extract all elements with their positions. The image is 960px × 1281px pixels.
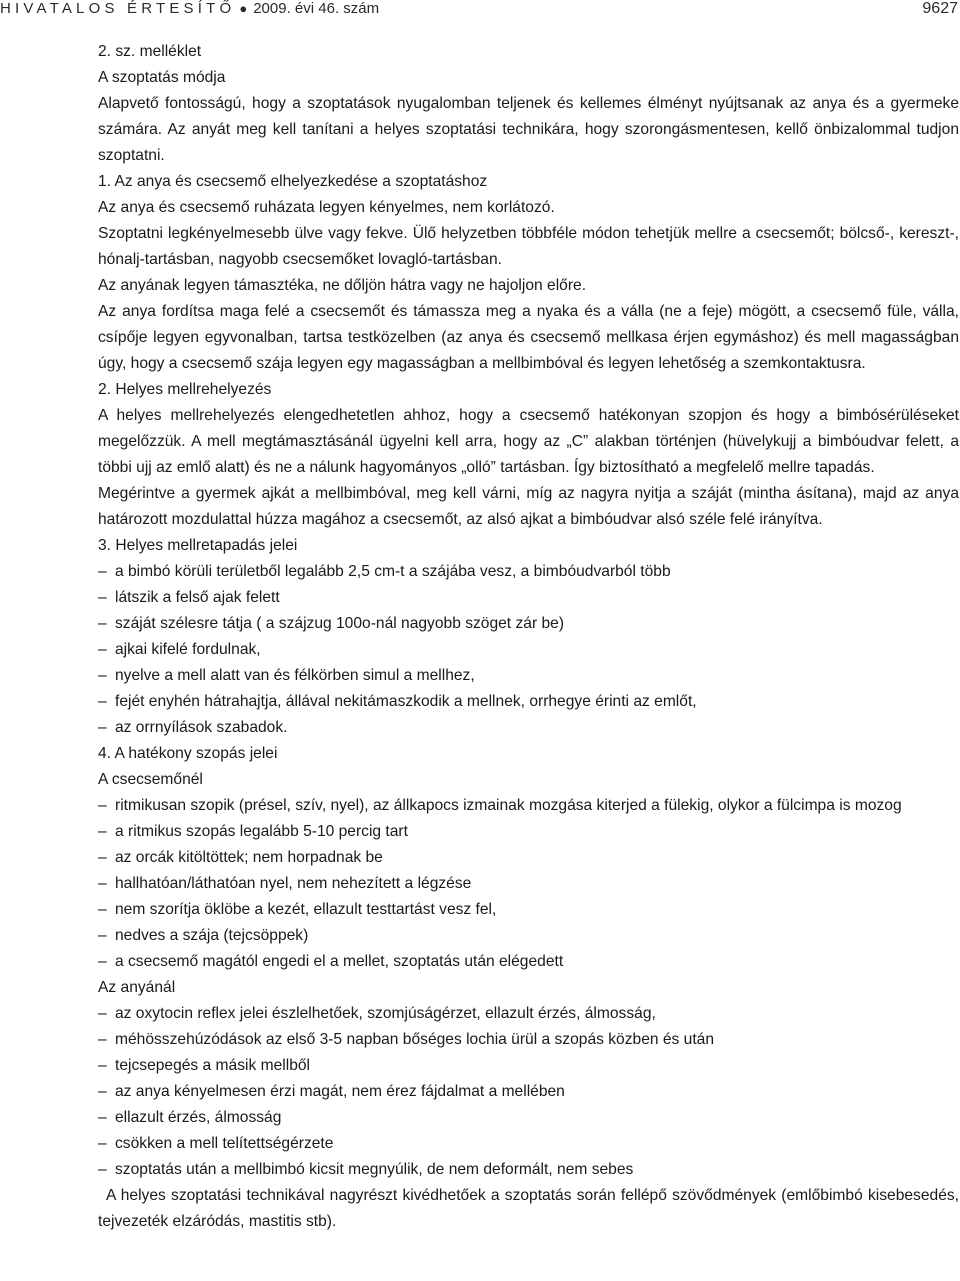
annex-label: 2. sz. melléklet	[98, 43, 202, 60]
latch-signs-list	[98, 559, 959, 741]
issue-label: 2009. évi 46. szám	[253, 0, 380, 17]
intro-paragraph: Alapvető fontosságú, hogy a szoptatások nyugalomban teljenek és kellemes élményt nyújtsanak az anya és a gyermeke számára. Az anyát meg kell tanítani a helyes szoptatási technikára, hogy szorongásmentesen, kellő önbizalommal tudjon szoptatni.	[98, 95, 959, 164]
list-item: – csökken a mell telítettségérzete	[98, 1131, 959, 1157]
section-1-paragraph-1: Az anya és csecsemő ruházata legyen kényelmes, nem korlátozó.	[98, 199, 555, 216]
list-item: – nem szorítja öklöbe a kezét, ellazult testtartást vesz fel,	[98, 897, 959, 923]
list-item: – ajkai kifelé fordulnak,	[98, 637, 959, 663]
journal-title: HIVATALOS ÉRTESÍTŐ	[0, 0, 236, 17]
list-item: – az orcák kitöltöttek; nem horpadnak be	[98, 845, 959, 871]
list-item: – ritmikusan szopik (présel, szív, nyel), az állkapocs izmainak mozgása kiterjed a fülekig, olykor a fülcimpa is mozog	[98, 793, 959, 819]
list-item: – méhösszehúzódások az első 3-5 napban bőséges lochia ürül a szopás közben és után	[98, 1027, 959, 1053]
list-item: – az anya kényelmesen érzi magát, nem érez fájdalmat a mellében	[98, 1079, 959, 1105]
list-item: – száját szélesre tátja ( a szájzug 100o-nál nagyobb szöget zár be)	[98, 611, 959, 637]
section-2-heading: 2. Helyes mellrehelyezés	[98, 381, 272, 398]
page-number: 9627	[922, 0, 958, 17]
mother-signs-list	[98, 1001, 959, 1183]
bullet-separator-icon: ●	[239, 1, 248, 16]
section-3-heading: 3. Helyes mellretapadás jelei	[98, 537, 298, 554]
section-2-paragraph-1: A helyes mellrehelyezés elengedhetetlen ahhoz, hogy a csecsemő hatékonyan szopjon és hogy a bimbósérüléseket megelőzzük. A mell megtámasztásánál ügyelni kell arra, hogy az „C” alakban történjen (hüvelykujj a bimbóudvar felett, a többi ujj az emlő alatt) és ne a nálunk hagyományos „olló” tartásban. Így biztosítható a megfelelő mellre tapadás.	[98, 407, 959, 476]
section-1-paragraph-2: Szoptatni legkényelmesebb ülve vagy fekve. Ülő helyzetben többféle módon tehetjük mellre a csecsemőt; bölcső-, kereszt-, hónalj-tartásban, nagyobb csecsemőket lovagló-tartásban.	[98, 225, 959, 268]
section-1-heading: 1. Az anya és csecsemő elhelyezkedése a szoptatáshoz	[98, 173, 488, 190]
list-item: – nyelve a mell alatt van és félkörben simul a mellhez,	[98, 663, 959, 689]
list-item: – látszik a felső ajak felett	[98, 585, 959, 611]
list-item: – a bimbó körüli területből legalább 2,5 cm-t a szájába vesz, a bimbóudvarból több	[98, 559, 959, 585]
list-item: – nedves a szája (tejcsöppek)	[98, 923, 959, 949]
document-title: A szoptatás módja	[98, 69, 226, 86]
list-item: – a ritmikus szopás legalább 5-10 percig tart	[98, 819, 959, 845]
section-1-paragraph-4: Az anya fordítsa maga felé a csecsemőt és támassza meg a nyaka és a válla (ne a feje) mögött, a csecsemő füle, válla, csípője legyen egyvonalban, tartsa testközelben (az anya és csecsemő mellkasa érjen egymáshoz) és mell magasságban úgy, hogy a csecsemő szája legyen egy magasságban a mellbimbóval és legyen lehetőség a szemkontaktusra.	[98, 303, 959, 372]
baby-subheading: A csecsemőnél	[98, 771, 203, 788]
list-item: – a csecsemő magától engedi el a mellet, szoptatás után elégedett	[98, 949, 959, 975]
mother-subheading: Az anyánál	[98, 979, 176, 996]
baby-signs-list	[98, 793, 959, 975]
list-item: – hallhatóan/láthatóan nyel, nem nehezített a légzése	[98, 871, 959, 897]
section-4-heading: 4. A hatékony szopás jelei	[98, 745, 278, 762]
running-head	[0, 1, 379, 17]
page-header	[0, 0, 960, 22]
list-item: – ellazult érzés, álmosság	[98, 1105, 959, 1131]
list-item: – tejcsepegés a másik mellből	[98, 1053, 959, 1079]
list-item: – szoptatás után a mellbimbó kicsit megnyúlik, de nem deformált, nem sebes	[98, 1157, 959, 1183]
closing-paragraph: A helyes szoptatási technikával nagyrészt kivédhetőek a szoptatás során fellépő szövődmények (emlőbimbó kisebesedés, tejvezeték elzáródás, mastitis stb).	[98, 1187, 959, 1230]
list-item: – az orrnyílások szabadok.	[98, 715, 959, 741]
section-2-paragraph-2: Megérintve a gyermek ajkát a mellbimbóval, meg kell várni, míg az nagyra nyitja a száját (mintha ásítana), majd az anya határozott mozdulattal húzza magához a csecsemőt, az alsó ajkat a bimbóudvar alsó széle felé irányítva.	[98, 485, 959, 528]
document-body	[98, 39, 959, 1235]
list-item: – az oxytocin reflex jelei észlelhetőek, szomjúságérzet, ellazult érzés, álmosság,	[98, 1001, 959, 1027]
section-1-paragraph-3: Az anyának legyen támasztéka, ne dőljön hátra vagy ne hajoljon előre.	[98, 277, 587, 294]
list-item: – fejét enyhén hátrahajtja, állával nekitámaszkodik a mellnek, orrhegye érinti az emlőt,	[98, 689, 959, 715]
